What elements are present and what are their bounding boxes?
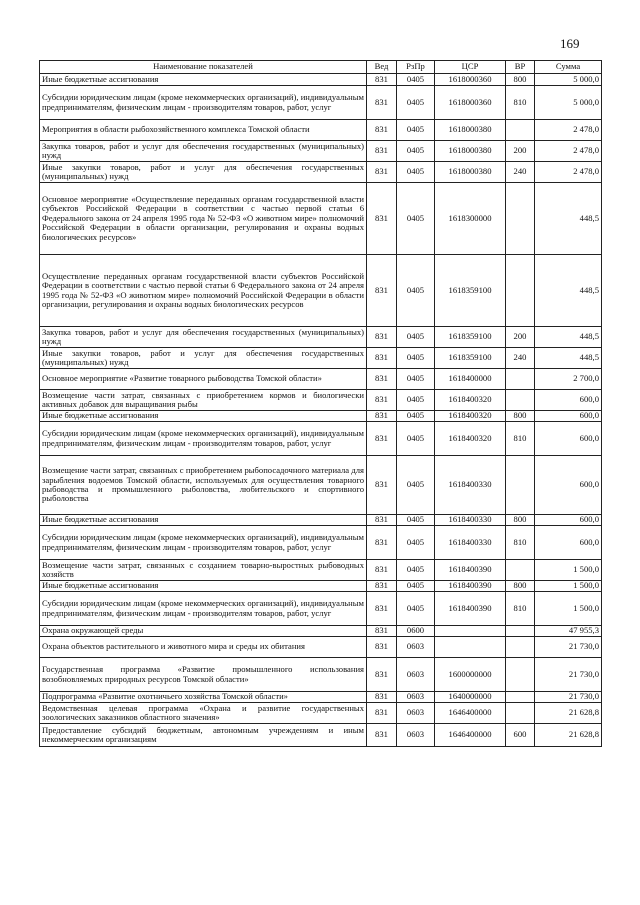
row-name: Основное мероприятие «Осуществление переданных органам государственной власти субъектов Российской Федерации в соответствии с частью первой статьи 6 Федерального закона от 24 апреля 1995 года № 52-ФЗ «О животном мире» полномочий Российской Федерации в области организации, регулирования и охраны водных биологических ресурсов» (40, 183, 367, 255)
row-csr: 1618000380 (435, 162, 506, 183)
row-csr (435, 637, 506, 658)
row-csr: 1618400330 (435, 515, 506, 526)
row-ved: 831 (367, 724, 397, 747)
table-body (40, 74, 602, 747)
table-row (40, 369, 602, 390)
row-rzpr: 0405 (397, 592, 435, 626)
row-ved: 831 (367, 526, 397, 560)
row-sum: 2 478,0 (535, 162, 602, 183)
row-ved: 831 (367, 592, 397, 626)
row-name: Субсидии юридическим лицам (кроме некоммерческих организаций), индивидуальным предпринимателям, физическим лицам - производителям товаров, работ, услуг (40, 526, 367, 560)
row-ved: 831 (367, 141, 397, 162)
table-row (40, 692, 602, 703)
row-sum: 448,5 (535, 183, 602, 255)
row-vr (506, 560, 535, 581)
row-ved: 831 (367, 390, 397, 411)
row-vr (506, 637, 535, 658)
table-row (40, 592, 602, 626)
row-sum: 21 730,0 (535, 658, 602, 692)
table-row (40, 255, 602, 327)
row-csr: 1618000360 (435, 74, 506, 86)
row-csr: 1618400390 (435, 592, 506, 626)
row-sum: 2 478,0 (535, 120, 602, 141)
row-name: Мероприятия в области рыбохозяйственного комплекса Томской области (40, 120, 367, 141)
row-sum: 21 730,0 (535, 637, 602, 658)
row-sum: 600,0 (535, 515, 602, 526)
row-vr: 600 (506, 724, 535, 747)
row-rzpr: 0603 (397, 724, 435, 747)
row-vr: 240 (506, 162, 535, 183)
table-row (40, 626, 602, 637)
row-vr (506, 626, 535, 637)
row-ved: 831 (367, 369, 397, 390)
row-sum: 600,0 (535, 422, 602, 456)
row-sum: 1 500,0 (535, 560, 602, 581)
row-name: Основное мероприятие «Развитие товарного рыбоводства Томской области» (40, 369, 367, 390)
row-ved: 831 (367, 162, 397, 183)
row-csr: 1618400390 (435, 581, 506, 592)
row-vr: 800 (506, 515, 535, 526)
row-sum: 600,0 (535, 411, 602, 422)
row-sum: 600,0 (535, 456, 602, 515)
header-ved: Вед (367, 61, 397, 74)
row-rzpr: 0405 (397, 422, 435, 456)
row-name: Охрана окружающей среды (40, 626, 367, 637)
row-sum: 5 000,0 (535, 86, 602, 120)
row-rzpr: 0405 (397, 74, 435, 86)
row-vr: 810 (506, 526, 535, 560)
row-csr: 1646400000 (435, 703, 506, 724)
row-rzpr: 0405 (397, 255, 435, 327)
row-sum: 2 478,0 (535, 141, 602, 162)
table-row (40, 141, 602, 162)
table-row (40, 390, 602, 411)
row-csr: 1618400320 (435, 390, 506, 411)
row-csr: 1646400000 (435, 724, 506, 747)
row-sum: 448,5 (535, 255, 602, 327)
row-rzpr: 0405 (397, 456, 435, 515)
row-sum: 1 500,0 (535, 592, 602, 626)
row-vr: 810 (506, 422, 535, 456)
table-row (40, 422, 602, 456)
row-sum: 21 628,8 (535, 724, 602, 747)
row-name: Субсидии юридическим лицам (кроме некоммерческих организаций), индивидуальным предпринимателям, физическим лицам - производителям товаров, работ, услуг (40, 422, 367, 456)
table-header-row (40, 61, 602, 74)
row-ved: 831 (367, 74, 397, 86)
row-name: Иные бюджетные ассигнования (40, 581, 367, 592)
row-rzpr: 0405 (397, 526, 435, 560)
row-sum: 600,0 (535, 526, 602, 560)
row-ved: 831 (367, 120, 397, 141)
row-name: Иные бюджетные ассигнования (40, 515, 367, 526)
row-csr: 1618400330 (435, 526, 506, 560)
row-csr: 1618400320 (435, 422, 506, 456)
row-csr: 1618359100 (435, 327, 506, 348)
row-rzpr: 0405 (397, 515, 435, 526)
row-vr (506, 120, 535, 141)
row-csr: 1640000000 (435, 692, 506, 703)
table-row (40, 348, 602, 369)
table-row (40, 637, 602, 658)
row-name: Иные закупки товаров, работ и услуг для обеспечения государственных (муниципальных) нужд (40, 348, 367, 369)
row-name: Предоставление субсидий бюджетным, автономным учреждениям и иным некоммерческим организациям (40, 724, 367, 747)
row-ved: 831 (367, 327, 397, 348)
row-ved: 831 (367, 560, 397, 581)
row-rzpr: 0405 (397, 327, 435, 348)
row-name: Иные закупки товаров, работ и услуг для обеспечения государственных (муниципальных) нужд (40, 162, 367, 183)
row-vr (506, 390, 535, 411)
table-row (40, 724, 602, 747)
row-vr: 810 (506, 592, 535, 626)
row-csr: 1618000380 (435, 141, 506, 162)
row-sum: 21 628,8 (535, 703, 602, 724)
row-vr (506, 255, 535, 327)
row-name: Иные бюджетные ассигнования (40, 74, 367, 86)
row-ved: 831 (367, 515, 397, 526)
table-row (40, 658, 602, 692)
row-csr: 1618359100 (435, 348, 506, 369)
row-ved: 831 (367, 658, 397, 692)
page-number: 169 (560, 36, 580, 51)
row-vr (506, 369, 535, 390)
table-row (40, 162, 602, 183)
row-name: Закупка товаров, работ и услуг для обеспечения государственных (муниципальных) нужд (40, 327, 367, 348)
row-sum: 2 700,0 (535, 369, 602, 390)
row-name: Осуществление переданных органам государственной власти субъектов Российской Федерации в соответствии с частью первой статьи 6 Федерального закона от 24 апреля 1995 года № 52-ФЗ «О животном мире» полномочий Российской Федерации в области организации, регулирования и охраны водных биологических ресурсов (40, 255, 367, 327)
table-row (40, 456, 602, 515)
row-vr (506, 703, 535, 724)
row-name: Закупка товаров, работ и услуг для обеспечения государственных (муниципальных) нужд (40, 141, 367, 162)
row-name: Возмещение части затрат, связанных с созданием товарно-выростных рыбоводных хозяйств (40, 560, 367, 581)
row-csr: 1618000380 (435, 120, 506, 141)
table-row (40, 411, 602, 422)
row-csr: 1618400320 (435, 411, 506, 422)
row-name: Субсидии юридическим лицам (кроме некоммерческих организаций), индивидуальным предпринимателям, физическим лицам - производителям товаров, работ, услуг (40, 592, 367, 626)
header-vr: ВР (506, 61, 535, 74)
row-vr (506, 658, 535, 692)
row-name: Возмещение части затрат, связанных с приобретением кормов и биологически активных добавок для выращивания рыбы (40, 390, 367, 411)
row-vr (506, 183, 535, 255)
header-rzpr: РзПр (397, 61, 435, 74)
row-ved: 831 (367, 411, 397, 422)
row-rzpr: 0603 (397, 637, 435, 658)
row-rzpr: 0603 (397, 692, 435, 703)
row-name: Ведомственная целевая программа «Охрана и развитие государственных зоологических заказников областного значения» (40, 703, 367, 724)
row-csr: 1618300000 (435, 183, 506, 255)
row-rzpr: 0405 (397, 411, 435, 422)
row-vr: 200 (506, 327, 535, 348)
row-rzpr: 0603 (397, 658, 435, 692)
row-ved: 831 (367, 581, 397, 592)
row-rzpr: 0405 (397, 183, 435, 255)
row-vr (506, 692, 535, 703)
table-row (40, 74, 602, 86)
row-vr: 810 (506, 86, 535, 120)
row-rzpr: 0405 (397, 162, 435, 183)
header-csr: ЦСР (435, 61, 506, 74)
row-ved: 831 (367, 456, 397, 515)
row-rzpr: 0405 (397, 348, 435, 369)
row-csr: 1618400330 (435, 456, 506, 515)
budget-table (39, 60, 602, 747)
row-csr: 1618400390 (435, 560, 506, 581)
row-vr: 800 (506, 74, 535, 86)
row-ved: 831 (367, 422, 397, 456)
table-row (40, 120, 602, 141)
row-name: Иные бюджетные ассигнования (40, 411, 367, 422)
row-csr: 1618359100 (435, 255, 506, 327)
row-sum: 448,5 (535, 348, 602, 369)
header-sum: Сумма (535, 61, 602, 74)
row-rzpr: 0405 (397, 141, 435, 162)
row-csr: 1600000000 (435, 658, 506, 692)
table-row (40, 560, 602, 581)
row-name: Государственная программа «Развитие промышленного использования возобновляемых природных ресурсов Томской области» (40, 658, 367, 692)
row-sum: 5 000,0 (535, 74, 602, 86)
table-row (40, 526, 602, 560)
row-sum: 21 730,0 (535, 692, 602, 703)
row-name: Субсидии юридическим лицам (кроме некоммерческих организаций), индивидуальным предпринимателям, физическим лицам - производителям товаров, работ, услуг (40, 86, 367, 120)
row-name: Возмещение части затрат, связанных с приобретением рыбопосадочного материала для зарыбления водоемов Томской области, используемых для осуществления товарного рыбоводства и промышленного рыболовства, любительского и спортивного рыболовства (40, 456, 367, 515)
header-name: Наименование показателей (40, 61, 367, 74)
row-rzpr: 0405 (397, 369, 435, 390)
row-vr: 800 (506, 581, 535, 592)
row-ved: 831 (367, 348, 397, 369)
row-vr (506, 456, 535, 515)
row-ved: 831 (367, 637, 397, 658)
row-vr: 800 (506, 411, 535, 422)
table-row (40, 327, 602, 348)
row-ved: 831 (367, 703, 397, 724)
row-name: Подпрограмма «Развитие охотничьего хозяйства Томской области» (40, 692, 367, 703)
table-row (40, 703, 602, 724)
row-rzpr: 0405 (397, 86, 435, 120)
row-sum: 448,5 (535, 327, 602, 348)
row-csr (435, 626, 506, 637)
row-rzpr: 0405 (397, 390, 435, 411)
row-ved: 831 (367, 255, 397, 327)
row-sum: 1 500,0 (535, 581, 602, 592)
row-name: Охрана объектов растительного и животного мира и среды их обитания (40, 637, 367, 658)
row-ved: 831 (367, 183, 397, 255)
row-vr: 200 (506, 141, 535, 162)
table-row (40, 515, 602, 526)
row-csr: 1618400000 (435, 369, 506, 390)
row-sum: 600,0 (535, 390, 602, 411)
row-ved: 831 (367, 626, 397, 637)
row-sum: 47 955,3 (535, 626, 602, 637)
row-rzpr: 0600 (397, 626, 435, 637)
row-csr: 1618000360 (435, 86, 506, 120)
table-row (40, 581, 602, 592)
row-ved: 831 (367, 86, 397, 120)
row-ved: 831 (367, 692, 397, 703)
row-rzpr: 0405 (397, 560, 435, 581)
row-rzpr: 0405 (397, 581, 435, 592)
table-row (40, 183, 602, 255)
row-vr: 240 (506, 348, 535, 369)
row-rzpr: 0405 (397, 120, 435, 141)
table-row (40, 86, 602, 120)
row-rzpr: 0603 (397, 703, 435, 724)
